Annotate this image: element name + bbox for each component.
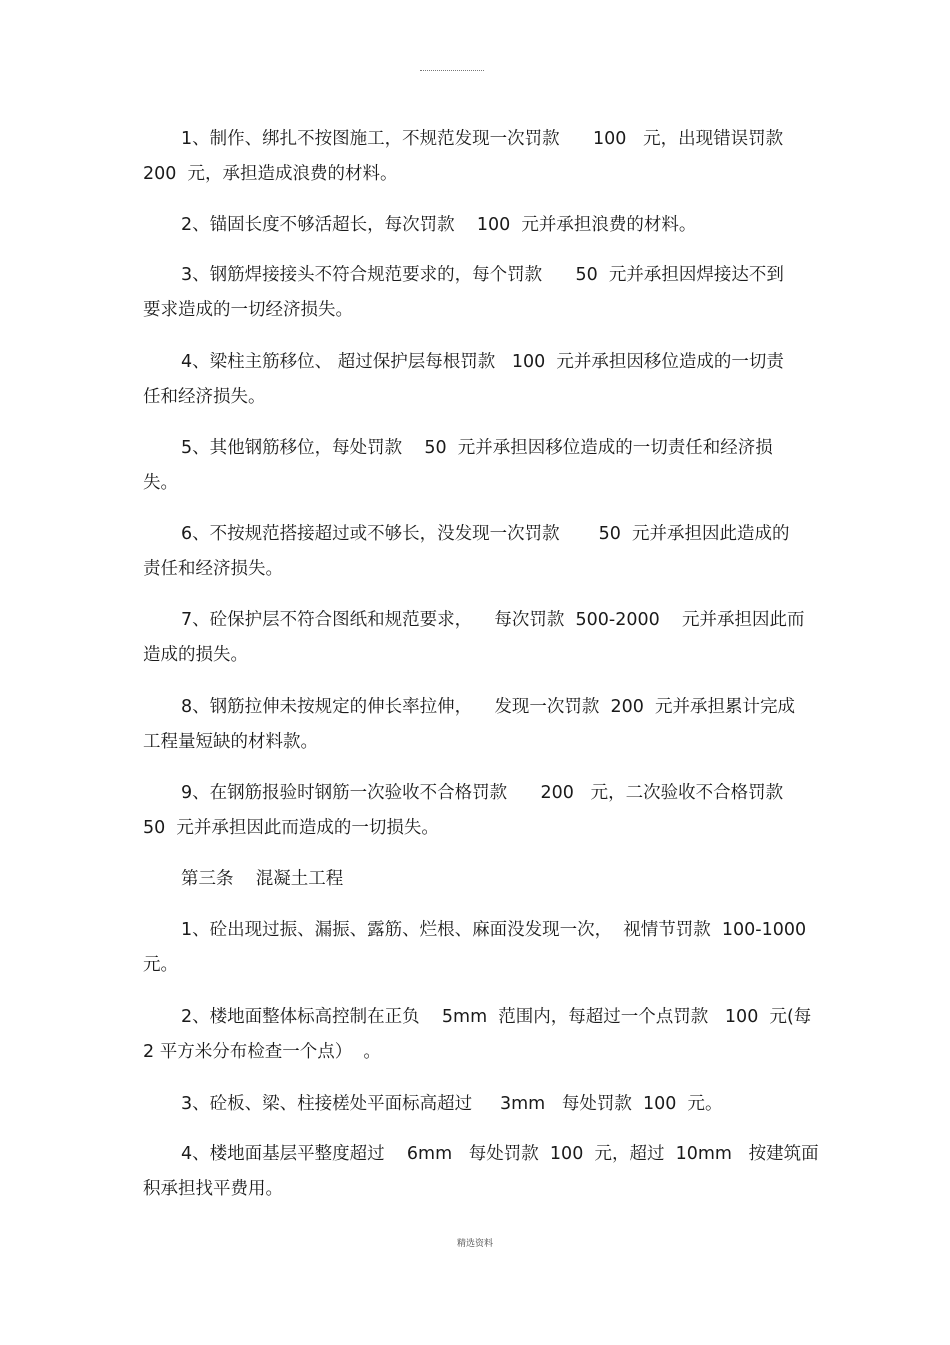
clause-item	[143, 1000, 812, 1070]
section-heading-text: 第三条 混凝土工程	[181, 869, 344, 889]
paragraph-line: 积承担找平费用。	[143, 1179, 283, 1199]
paragraph-line: 4、楼地面基层平整度超过 6mm 每处罚款 100 元，超过 10mm 按建筑面	[181, 1144, 819, 1164]
paragraph-line: 2、锚固长度不够活超长，每次罚款 100 元并承担浪费的材料。	[181, 215, 697, 235]
paragraph-line: 200 元，承担造成浪费的材料。	[143, 164, 398, 184]
clause-item	[143, 431, 805, 501]
paragraph-line: 任和经济损失。	[143, 387, 266, 407]
paragraph-line: 要求造成的一切经济损失。	[143, 300, 353, 320]
paragraph-line: 50 元并承担因此而造成的一切损失。	[143, 818, 439, 838]
page-footer: 精选资料	[456, 1239, 493, 1249]
paragraph-line: 3、砼板、梁、柱接槎处平面标高超过 3mm 每处罚款 100 元。	[181, 1094, 723, 1114]
clause-item	[143, 603, 805, 673]
clause-item	[143, 258, 805, 328]
paragraph-line: 6、不按规范搭接超过或不够长，没发现一次罚款 50 元并承担因此造成的	[181, 524, 790, 544]
paragraph-line: 9、在钢筋报验时钢筋一次验收不合格罚款 200 元，二次验收不合格罚款	[181, 783, 784, 803]
clause-item	[143, 517, 805, 587]
clause-item	[143, 913, 805, 983]
clause-item	[143, 345, 805, 415]
paragraph-line: 5、其他钢筋移位，每处罚款 50 元并承担因移位造成的一切责任和经济损	[181, 438, 773, 458]
clause-item	[143, 208, 805, 243]
paragraph-line: 失。	[143, 473, 178, 493]
paragraph-line: 元。	[143, 955, 178, 975]
clause-item	[143, 1087, 805, 1122]
paragraph-line: 4、梁柱主筋移位、 超过保护层每根罚款 100 元并承担因移位造成的一切责	[181, 352, 784, 372]
header-rule	[420, 70, 484, 71]
paragraph-line: 1、砼出现过振、漏振、露筋、烂根、麻面没发现一次， 视情节罚款 100-1000	[181, 920, 807, 940]
paragraph-line: 造成的损失。	[143, 645, 248, 665]
clause-item	[143, 122, 805, 192]
paragraph-line: 7、砼保护层不符合图纸和规范要求， 每次罚款 500-2000 元并承担因此而	[181, 610, 805, 630]
clause-item	[143, 690, 805, 760]
paragraph-line: 工程量短缺的材料款。	[143, 732, 318, 752]
paragraph-line: 3、钢筋焊接接头不符合规范要求的，每个罚款 50 元并承担因焊接达不到	[181, 265, 784, 285]
paragraph-line: 2、楼地面整体标高控制在正负 5mm 范围内，每超过一个点罚款 100 元(每	[181, 1007, 812, 1027]
paragraph-line: 责任和经济损失。	[143, 559, 283, 579]
clause-item	[143, 1137, 819, 1207]
clause-item	[143, 776, 805, 846]
paragraph-line: 8、钢筋拉伸未按规定的伸长率拉伸， 发现一次罚款 200 元并承担累计完成	[181, 697, 796, 717]
paragraph-line: 2 平方米分布检查一个点） 。	[143, 1042, 381, 1062]
paragraph-line: 1、制作、绑扎不按图施工，不规范发现一次罚款 100 元，出现错误罚款	[181, 129, 784, 149]
section-heading	[143, 862, 805, 897]
